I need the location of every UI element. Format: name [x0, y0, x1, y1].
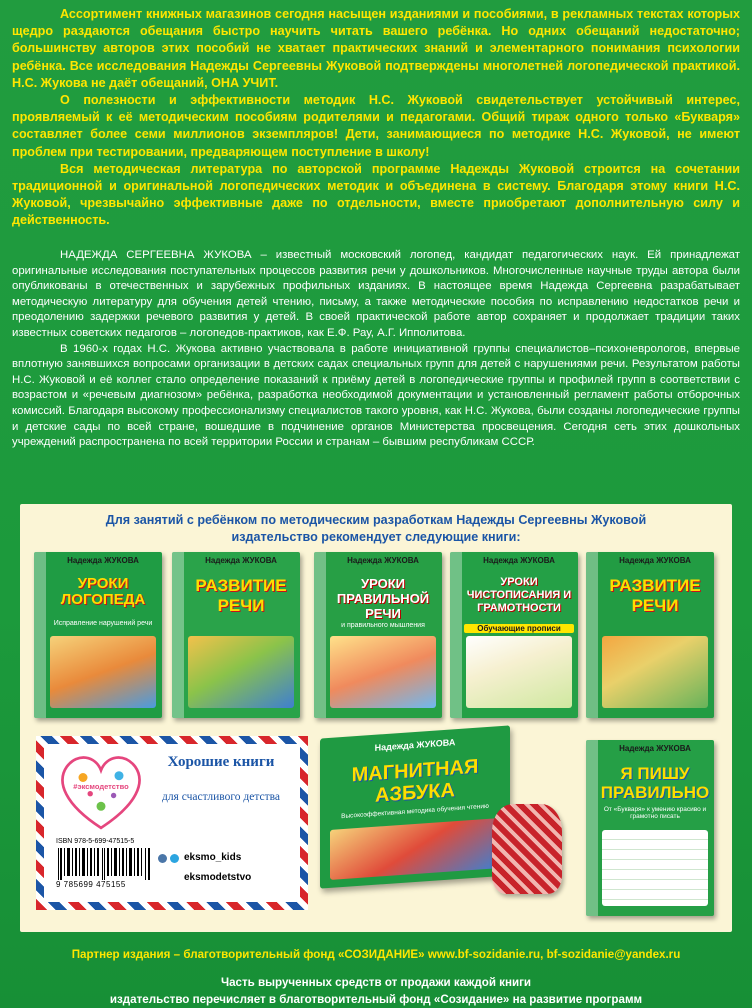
heart-logo-icon — [56, 750, 146, 832]
heart-hashtag: #эксмодетство — [73, 782, 129, 791]
eksmo-postcard — [36, 736, 308, 910]
book-illustration — [330, 818, 500, 880]
barcode-icon — [56, 848, 152, 880]
book-cover-uroki-pravilnoy-rechi: Надежда ЖУКОВА УРОКИ ПРАВИЛЬНОЙ РЕЧИ и правильного мышления — [314, 552, 442, 718]
book-cover-uroki-chistopisaniya: Надежда ЖУКОВА УРОКИ ЧИСТОПИСАНИЯ И ГРАМОТНОСТИ Обучающие прописи — [450, 552, 578, 718]
book-illustration — [466, 636, 572, 708]
bio-paragraph: НАДЕЖДА СЕРГЕЕВНА ЖУКОВА – известный московский логопед, кандидат педагогических наук. Ей принадлежат оригинальные исследования поступательных процессов развития речи у дошкольников. Многочисленные научные труды автора были опубликованы в отечественных и зарубежных профильных изданиях. В настоящее время Надежда Сергеевна разрабатывает методическую литературу для обучения детей чтению, письму, а также методические пособия по исправлению недостатков речи и преодолению задержки речевого развития у детей. В своей практической работе автор сохраняет и продолжает традиции таких известных советских педагогов – логопедов-практиков, как Е.Ф. Рау, А.Г. Ипполитова. — [12, 249, 740, 339]
social-handle-kids: eksmo_kids — [184, 852, 242, 863]
postcard-subtitle: для счастливого детства — [161, 791, 281, 803]
intro-paragraph: О полезности и эффективности методик Н.С. Жуковой свидетельствует устойчивый интерес, проявляемый к её методическим пособиям родителями и педагогами. Общий тираж одного только «Букваря» составляет более семи миллионов экземпляров! Дети, занимающиеся по методике Н.С. Жуковой, не имеют проблем при тестировании, предваряющем поступление в школу! — [12, 93, 740, 159]
charity-note: Часть вырученных средств от продажи каждой книги издательство перечисляет в благотворительный фонд «Созидание» на развитие программ — [109, 976, 643, 1006]
book-cover-uroki-logopeda: Надежда ЖУКОВА УРОКИ ЛОГОПЕДА Исправление нарушений речи — [34, 552, 162, 718]
telegram-icon — [170, 854, 179, 863]
book-illustration — [602, 830, 708, 906]
biography-text — [12, 248, 740, 451]
book-cover-ya-pishu-pravilno: Надежда ЖУКОВА Я ПИШУ ПРАВИЛЬНО От «Букваря» к умению красиво и грамотно писать — [586, 740, 714, 916]
intro-text — [12, 6, 740, 230]
barcode-number: 9 785699 475155 — [56, 880, 126, 889]
intro-paragraph: Вся методическая литература по авторской программе Надежды Жуковой строится на сочетании традиционной и оригинальной логопедических методик и объединена в систему. Благодаря этому книги Н.С. Жуковой, чрезвычайно эффективные даже по отдельности, вместе приобретают дополнительную силу и действенность. — [12, 161, 740, 228]
book-cover-magnitnaya-azbuka: Надежда ЖУКОВА МАГНИТНАЯ АЗБУКА Высокоэффективная методика обучения чтению — [320, 725, 510, 888]
vk-icon — [158, 854, 167, 863]
cloth-bag-illustration — [492, 804, 562, 894]
postcard-title: Хорошие книги — [167, 754, 275, 770]
book-illustration — [188, 636, 294, 708]
recommendations-heading: Для занятий с ребёнком по методическим разработкам Надежды Сергеевны Жуковой издательство рекомендует следующие книги: — [105, 513, 647, 544]
book-illustration — [330, 636, 436, 708]
bio-paragraph: В 1960-х годах Н.С. Жукова активно участвовала в работе инициативной группы специалистов–психоневрологов, впервые вплотную занявшихся вопросами организации в детских садах специальных групп для детей с нарушениями речи. Результатом работы Н.С. Жуковой и её коллег стало определение показаний к приёму детей в логопедические группы и профилей групп в соответствии с возрастом и «речевым диагнозом» ребёнка, разработка необходимой документации и установленный регламент работы отборочных комиссий. Благодаря высокому профессионализму специалистов такого уровня, как Н.С. Жукова, были созданы логопедические группы и детские сады по всей стране, вошедшие в подчинение органов Министерства просвещения. Сегодня сеть этих дошкольных учреждений распространена по всей территории России и странам – бывшим республикам СССР. — [12, 342, 740, 449]
social-handle-detstvo: eksmodetstvo — [184, 872, 252, 883]
book-illustration — [602, 636, 708, 708]
book-illustration — [50, 636, 156, 708]
isbn-text: ISBN 978-5-699-47515-5 — [56, 838, 135, 845]
book-recommendations-panel — [20, 504, 732, 932]
intro-paragraph: Ассортимент книжных магазинов сегодня насыщен изданиями и пособиями, в рекламных текстах которых щедро раздаются обещания быстро научить читать вашего ребёнка. Но одних обещаний недостаточно; большинству авторов этих пособий не хватает практических знаний и элементарного понимания психологии ребёнка. Все исследования Надежды Сергеевны Жуковой подтверждены многолетней логопедической практикой. Н.С. Жукова не даёт обещаний, ОНА УЧИТ. — [12, 7, 740, 90]
partner-line: Партнер издания – благотворительный фонд «СОЗИДАНИЕ» www.bf-sozidanie.ru, bf-sozidanie@yandex.ru — [71, 948, 681, 961]
book-cover-razvitie-rechi-2: Надежда ЖУКОВА РАЗВИТИЕ РЕЧИ — [586, 552, 714, 718]
book-cover-razvitie-rechi: Надежда ЖУКОВА РАЗВИТИЕ РЕЧИ — [172, 552, 300, 718]
